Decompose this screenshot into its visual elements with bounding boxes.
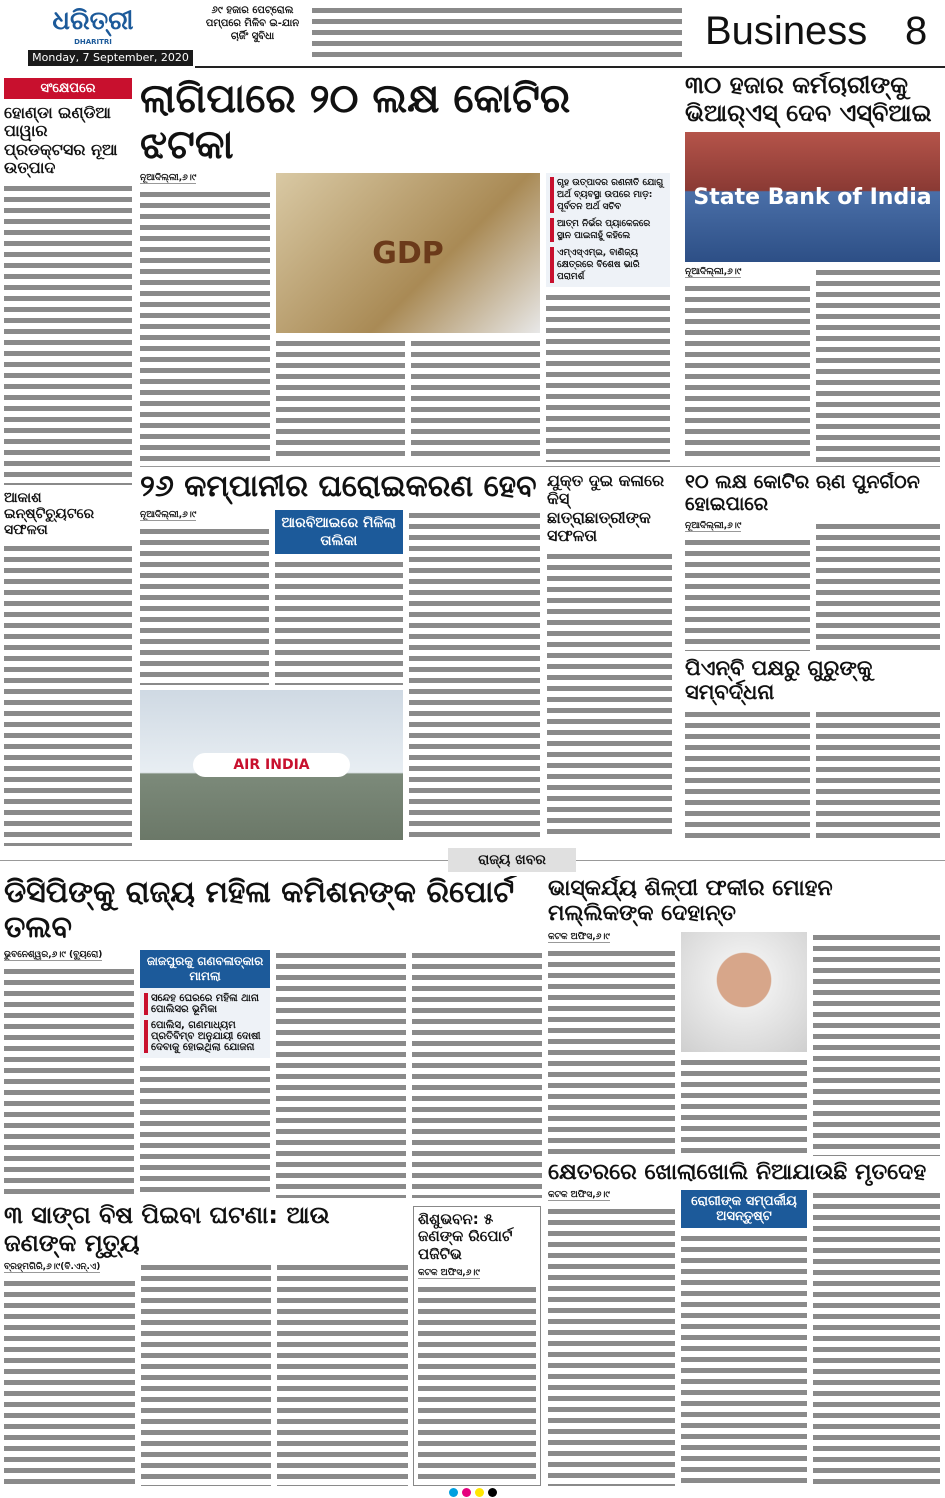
section-title: Business: [705, 9, 868, 53]
sculptor-portrait: [681, 932, 808, 1052]
bodies-box: ରୋଗୀଙ୍କ ସମ୍ପର୍କୀୟ ଅସନ୍ତୁଷ୍ଟ: [681, 1190, 808, 1228]
shishu-headline: ଶିଶୁଭବନ: ୫ ଜଣଙ୍କ ରିପୋର୍ଟ ପଜିଟିଭ: [418, 1210, 513, 1263]
divider: [140, 466, 940, 467]
highlight-item: ଗୃହ ଉତ୍ପାଦର ରଣନୀତି ଯୋଗୁ ଅର୍ଥ ବ୍ୟବସ୍ଥା ଉପରେ ମାଡ଼: ପୂର୍ବତନ ଅର୍ଥ ସଚିବ: [550, 177, 666, 213]
brief-column: [4, 78, 132, 846]
air-india-image: [140, 690, 403, 840]
dcp-box: [140, 950, 270, 1058]
state-section-label: ରାଜ୍ୟ ଖବର: [448, 848, 576, 872]
shishu-body: [418, 1284, 536, 1481]
lead-headline: ଲାଗିପାରେ ୨୦ ଲକ୍ଷ କୋଟିର ଝଟକା: [140, 76, 571, 168]
logo-text: ଧରିତ୍ରୀ: [52, 6, 134, 36]
poison-body-2: [141, 1262, 272, 1486]
sbi-image-label: State Bank of India: [693, 184, 932, 210]
kis-headline: ଯୁକ୍ତ ଦୁଇ କଳାରେ କିସ୍ ଛାତ୍ରାଛାତ୍ରୀଙ୍କ ସଫଳତା: [547, 472, 665, 546]
gdp-image: [276, 173, 540, 333]
pnb-body-1: [685, 709, 810, 840]
sculptor-story: [548, 876, 940, 1156]
highlight-item: ଏମ୍‌ଏସ୍‌ଏମ୍‌ଇ, ବାଣିଜ୍ୟ କ୍ଷେତ୍ରରେ ବିଶେଷ ଭାରି ପରାମର୍ଶ: [550, 247, 666, 283]
loan-headline: ୧୦ ଲକ୍ଷ କୋଟିର ଋଣ ପୁନର୍ଗଠନ ହୋଇପାରେ: [685, 472, 920, 515]
registration-marks: [0, 1488, 945, 1497]
plane-label: AIR INDIA: [193, 753, 349, 777]
bodies-body-1: [548, 1206, 675, 1486]
shishu-dateline: କଟକ ଅଫିସ,୬।୯: [418, 1267, 480, 1278]
date-bar: Monday, 7 September, 2020: [28, 50, 193, 66]
privatisation-dateline: ନୂଆଦିଲ୍ଲୀ,୬।୯: [140, 509, 197, 520]
lead-body-4: [546, 292, 670, 462]
logo-sub: DHARITRI: [74, 38, 112, 46]
sculptor-body-2: [681, 1057, 808, 1156]
privatisation-body-3: [409, 510, 540, 841]
bodies-headline: କ୍ଷେତରରେ ଖୋଲାଖୋଲି ନିଆଯାଉଛି ମୃତଦେହ: [548, 1160, 927, 1185]
sbi-headline: ୩୦ ହଜାର କର୍ମଚାରୀଙ୍କୁ ଭିଆର୍‌ଏସ୍ ଦେବ ଏସ୍‌ବିଆଇ: [685, 72, 932, 127]
privatisation-story: [140, 470, 540, 840]
dcp-box-title: ଜାଜପୁରକୁ ଗଣବଳାତ୍କାର ମାମଲା: [140, 950, 270, 988]
dcp-body-3: [276, 950, 406, 1198]
lead-dateline: ନୂଆଦିଲ୍ଲୀ,୬।୯: [140, 173, 197, 183]
lead-body-1: [140, 189, 270, 462]
sculptor-body-3: [813, 932, 940, 1156]
highlight-item: ଆତ୍ମ ନିର୍ଭର ପ୍ୟାକେଜରେ ସ୍ଥାନ ପାଇନାହୁଁ କହିଲେ: [550, 218, 666, 242]
sbi-image: [685, 132, 940, 262]
sbi-body-2: [816, 267, 941, 462]
sculptor-dateline: କଟକ ଅଫିସ,୬।୯: [548, 931, 610, 942]
dcp-dateline: ଭୁବନେଶ୍ୱର,୬।୯ (ବ୍ୟୁରୋ): [4, 950, 103, 960]
privatisation-body-2: [275, 559, 404, 686]
lead-body-3: [411, 338, 540, 462]
dcp-body-1: [4, 966, 134, 1198]
bodies-body-3: [813, 1190, 940, 1486]
kis-body: [547, 551, 672, 840]
brief-label: ସଂକ୍ଷେପରେ: [4, 78, 132, 99]
poison-body-1: [4, 1278, 135, 1486]
lead-story: [140, 76, 670, 462]
poison-story: [4, 1202, 408, 1486]
sbi-dateline: ନୂଆଦିଲ୍ଲୀ,୬।୯: [685, 267, 742, 278]
rbi-box: ଆରବିଆଇରେ ମିଳିଲା ତାଲିକା: [275, 510, 404, 554]
brief-headline: ହୋଣ୍ଡା ଇଣ୍ଡିଆ ପାୱାର ପ୍ରଡକ୍ଟସର ନୂଆ ଉତ୍ପାଦ: [4, 103, 118, 178]
dcp-body-4: [412, 950, 542, 1198]
gdp-label: GDP: [372, 235, 444, 271]
poison-body-3: [277, 1262, 408, 1486]
sculptor-body-1: [548, 948, 675, 1156]
loan-story: [685, 472, 940, 840]
bodies-body-2: [681, 1233, 808, 1486]
kis-story: [547, 472, 672, 840]
loan-body-2: [816, 521, 941, 652]
pnb-body-2: [816, 709, 941, 840]
dcp-box-item: ସନ୍ଦେହ ଘେରରେ ମହିଳା ଥାନା ପୋଲିସର ଭୂମିକା: [144, 993, 266, 1015]
loan-body-1: [685, 537, 810, 652]
bodies-story: [548, 1160, 940, 1486]
loan-dateline: ନୂଆଦିଲ୍ଲୀ,୬।୯: [685, 520, 742, 531]
dcp-body-2: [140, 1063, 270, 1198]
bodies-dateline: କଟକ ଅଫିସ,୬।୯: [548, 1190, 610, 1201]
dcp-box-item: ପୋଲିସ, ଗଣମାଧ୍ୟମ ପ୍ରତିବିମ୍ବ ଅନୁଯାୟୀ ଦୋଷୀ ଦେବାକୁ ହୋଇଥିଲା ଯୋଜନା: [144, 1020, 266, 1053]
masthead-logo: [48, 4, 138, 46]
brief-body: [4, 183, 132, 486]
sbi-body-1: [685, 283, 810, 462]
lead-body-2: [276, 338, 405, 462]
page-number: 8: [905, 9, 928, 53]
pnb-headline: ପିଏନ୍‌ବି ପକ୍ଷରୁ ଗୁରୁଙ୍କୁ ସମ୍ବର୍ଦ୍ଧନା: [685, 656, 873, 705]
sbi-story: [685, 72, 940, 462]
teaser-body: [312, 5, 682, 57]
poison-headline: ୩ ସାଙ୍ଗ ବିଷ ପିଇବା ଘଟଣା: ଆଉ ଜଣଙ୍କ ମୃତ୍ୟୁ: [4, 1202, 330, 1257]
shishu-box: [413, 1206, 541, 1486]
dcp-story: [4, 876, 542, 1198]
brief-headline-2: ଆକାଶ ଇନ୍‌ଷ୍ଟିଚ୍ୟୁଟରେ ସଫଳତା: [4, 490, 95, 539]
masthead-rule: [195, 66, 945, 68]
privatisation-body-1: [140, 526, 269, 686]
privatisation-headline: ୨୬ କମ୍ପାନୀର ଘରୋଇକରଣ ହେବ: [140, 470, 537, 504]
teaser-headline: ୬୯ ହଜାର ପେଟ୍ରୋଲ ପମ୍ପରେ ମିଳିବ ଇ-ଯାନ ଚାର୍ଜିଂ ସୁବିଧା: [205, 5, 300, 42]
poison-dateline: ବ୍ରହ୍ମଗିରି,୬।୯(ବି.ଏନ୍.ଏ): [4, 1262, 101, 1273]
lead-highlights: [546, 173, 670, 287]
sculptor-headline: ଭାସ୍କର୍ଯ୍ୟ ଶିଳ୍ପୀ ଫକୀର ମୋହନ ମଲ୍ଲିକଙ୍କ ଦେହାନ୍ତ: [548, 876, 833, 927]
dcp-headline: ଡିସିପିଙ୍କୁ ରାଜ୍ୟ ମହିଳା କମିଶନଙ୍କ ରିପୋର୍ଟ ତଲବ: [4, 876, 515, 945]
brief-body-2: [4, 543, 132, 846]
